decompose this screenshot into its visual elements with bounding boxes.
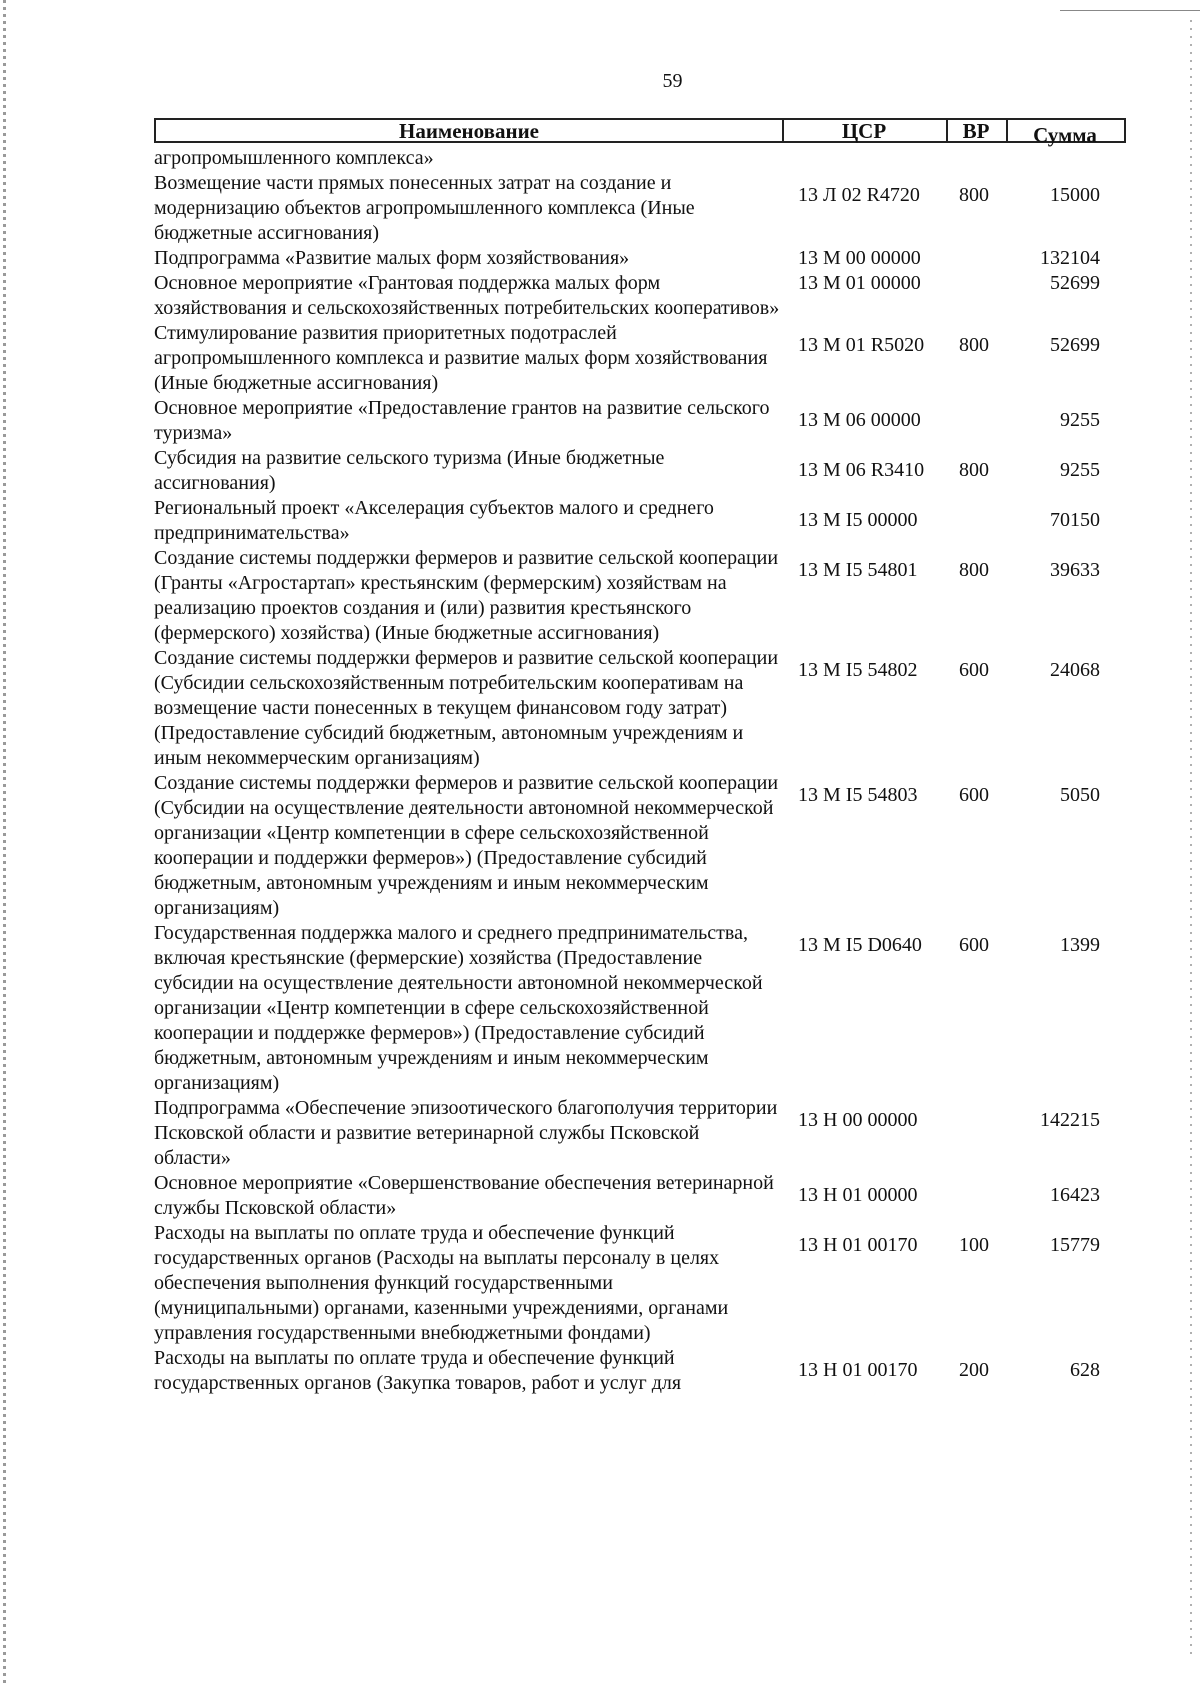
row-csr: 13 М 01 00000 xyxy=(798,272,921,294)
row-sum: 24068 xyxy=(1050,659,1100,681)
row-sum: 39633 xyxy=(1050,559,1100,581)
table-row xyxy=(154,496,1126,546)
row-name: Основное мероприятие «Грантовая поддержка малых форм хозяйствования и сельскохозяйственных потребительских кооперативов» xyxy=(154,272,780,319)
table-header xyxy=(154,118,1126,147)
row-name: агропромышленного комплекса» xyxy=(154,147,434,169)
table-row xyxy=(154,396,1126,446)
table-row xyxy=(154,446,1126,496)
table-row xyxy=(154,321,1126,396)
row-name: Стимулирование развития приоритетных подотраслей агропромышленного комплекса и развитие малых форм хозяйствования (Иные бюджетные ассигнования) xyxy=(154,322,768,394)
table-row xyxy=(154,171,1126,246)
row-vr: 600 xyxy=(959,784,989,806)
table-row-continuation xyxy=(154,146,1126,171)
table-row xyxy=(154,246,1126,271)
row-vr: 800 xyxy=(959,184,989,206)
header-name: Наименование xyxy=(156,120,784,141)
row-name: Создание системы поддержки фермеров и развитие сельской кооперации (Гранты «Агростартап» крестьянским (фермерским) хозяйствам на реализацию проектов создания и (или) развития крестьянского (фермерского) хозяйства) (Иные бюджетные ассигнования) xyxy=(154,547,779,644)
row-sum: 15000 xyxy=(1050,184,1100,206)
row-csr: 13 М 00 00000 xyxy=(798,247,921,269)
header-csr: ЦСР xyxy=(782,120,948,141)
row-csr: 13 Н 01 00170 xyxy=(798,1234,918,1256)
row-csr: 13 М I5 54801 xyxy=(798,559,918,581)
row-csr: 13 М I5 00000 xyxy=(798,509,918,531)
table-row xyxy=(154,1221,1126,1346)
table-row xyxy=(154,646,1126,771)
row-sum: 142215 xyxy=(1040,1109,1100,1131)
row-csr: 13 Л 02 R4720 xyxy=(798,184,920,206)
scan-edge-left xyxy=(3,0,6,1686)
row-vr: 800 xyxy=(959,559,989,581)
row-name: Субсидия на развитие сельского туризма (Иные бюджетные ассигнования) xyxy=(154,447,665,494)
row-csr: 13 М I5 54802 xyxy=(798,659,918,681)
row-csr: 13 М 01 R5020 xyxy=(798,334,925,356)
row-name: Региональный проект «Акселерация субъектов малого и среднего предпринимательства» xyxy=(154,497,714,544)
row-csr: 13 М 06 00000 xyxy=(798,409,921,431)
page-number: 59 xyxy=(662,70,683,92)
row-name: Основное мероприятие «Предоставление грантов на развитие сельского туризма» xyxy=(154,397,770,444)
row-csr: 13 М 06 R3410 xyxy=(798,459,925,481)
header-vr: ВР xyxy=(946,120,1008,141)
row-vr xyxy=(944,396,1004,408)
table-row xyxy=(154,921,1126,1096)
row-csr: 13 Н 00 00000 xyxy=(798,1109,918,1131)
row-vr: 800 xyxy=(959,459,989,481)
row-vr: 200 xyxy=(959,1359,989,1381)
row-name: Расходы на выплаты по оплате труда и обеспечение функций государственных органов (Расходы на выплаты персоналу в целях обеспечения выполнения функций государственными (муниципальными) органами, казенными учреждениями, органами управления государственными внебюджетными фондами) xyxy=(154,1222,729,1344)
scan-edge-right xyxy=(1190,20,1192,1660)
row-vr: 100 xyxy=(959,1234,989,1256)
row-vr: 800 xyxy=(959,334,989,356)
budget-table-body xyxy=(154,146,1126,1396)
row-name: Государственная поддержка малого и среднего предпринимательства, включая крестьянские (фермерские) хозяйства (Предоставление субсидии на осуществление деятельности автономной некоммерческой организации «Центр компетенции в сфере сельскохозяйственной кооперации и поддержке фермеров») (Предоставление субсидий бюджетным, автономным учреждениям и иным некоммерческим организациям) xyxy=(154,922,763,1094)
table-row xyxy=(154,1096,1126,1171)
row-sum: 70150 xyxy=(1050,509,1100,531)
row-csr: 13 М I5 54803 xyxy=(798,784,918,806)
row-vr: 600 xyxy=(959,659,989,681)
row-name: Подпрограмма «Обеспечение эпизоотического благополучия территории Псковской области и развитие ветеринарной службы Псковской области» xyxy=(154,1097,778,1169)
row-sum: 9255 xyxy=(1060,409,1100,431)
row-name: Создание системы поддержки фермеров и развитие сельской кооперации (Субсидии сельскохозяйственным потребительским кооперативам на возмещение части понесенных в текущем финансовом году затрат) (Предоставление субсидий бюджетным, автономным учреждениям и иным некоммерческим организациям) xyxy=(154,647,779,769)
row-csr: 13 Н 01 00000 xyxy=(798,1184,918,1206)
row-sum: 52699 xyxy=(1050,334,1100,356)
row-sum: 16423 xyxy=(1050,1184,1100,1206)
row-name: Расходы на выплаты по оплате труда и обеспечение функций государственных органов (Закупка товаров, работ и услуг для xyxy=(154,1347,682,1394)
table-row xyxy=(154,271,1126,321)
row-vr xyxy=(944,1096,1004,1108)
row-sum: 15779 xyxy=(1050,1234,1100,1256)
row-name: Основное мероприятие «Совершенствование обеспечения ветеринарной службы Псковской области» xyxy=(154,1172,774,1219)
row-sum: 52699 xyxy=(1050,272,1100,294)
row-sum: 5050 xyxy=(1060,784,1100,806)
scan-corner-mark xyxy=(1060,0,1200,11)
row-sum: 9255 xyxy=(1060,459,1100,481)
row-name: Подпрограмма «Развитие малых форм хозяйствования» xyxy=(154,247,630,269)
row-vr xyxy=(944,496,1004,508)
table-row xyxy=(154,1346,1126,1396)
table-row xyxy=(154,771,1126,921)
row-vr: 600 xyxy=(959,934,989,956)
row-sum: 132104 xyxy=(1040,247,1100,269)
row-csr: 13 Н 01 00170 xyxy=(798,1359,918,1381)
row-sum: 1399 xyxy=(1060,934,1100,956)
row-csr: 13 М I5 D0640 xyxy=(798,934,922,956)
table-row xyxy=(154,1171,1126,1221)
row-name: Создание системы поддержки фермеров и развитие сельской кооперации (Субсидии на осуществление деятельности автономной некоммерческой организации «Центр компетенции в сфере сельскохозяйственной кооперации и поддержки фермеров») (Предоставление субсидий бюджетным, автономным учреждениям и иным некоммерческим организациям) xyxy=(154,772,779,919)
row-name: Возмещение части прямых понесенных затрат на создание и модернизацию объектов агропромышленного комплекса (Иные бюджетные ассигнования) xyxy=(154,172,695,244)
row-vr xyxy=(944,1171,1004,1183)
header-sum: Сумма xyxy=(1033,123,1097,147)
row-sum: 628 xyxy=(1070,1359,1100,1381)
table-row xyxy=(154,546,1126,646)
